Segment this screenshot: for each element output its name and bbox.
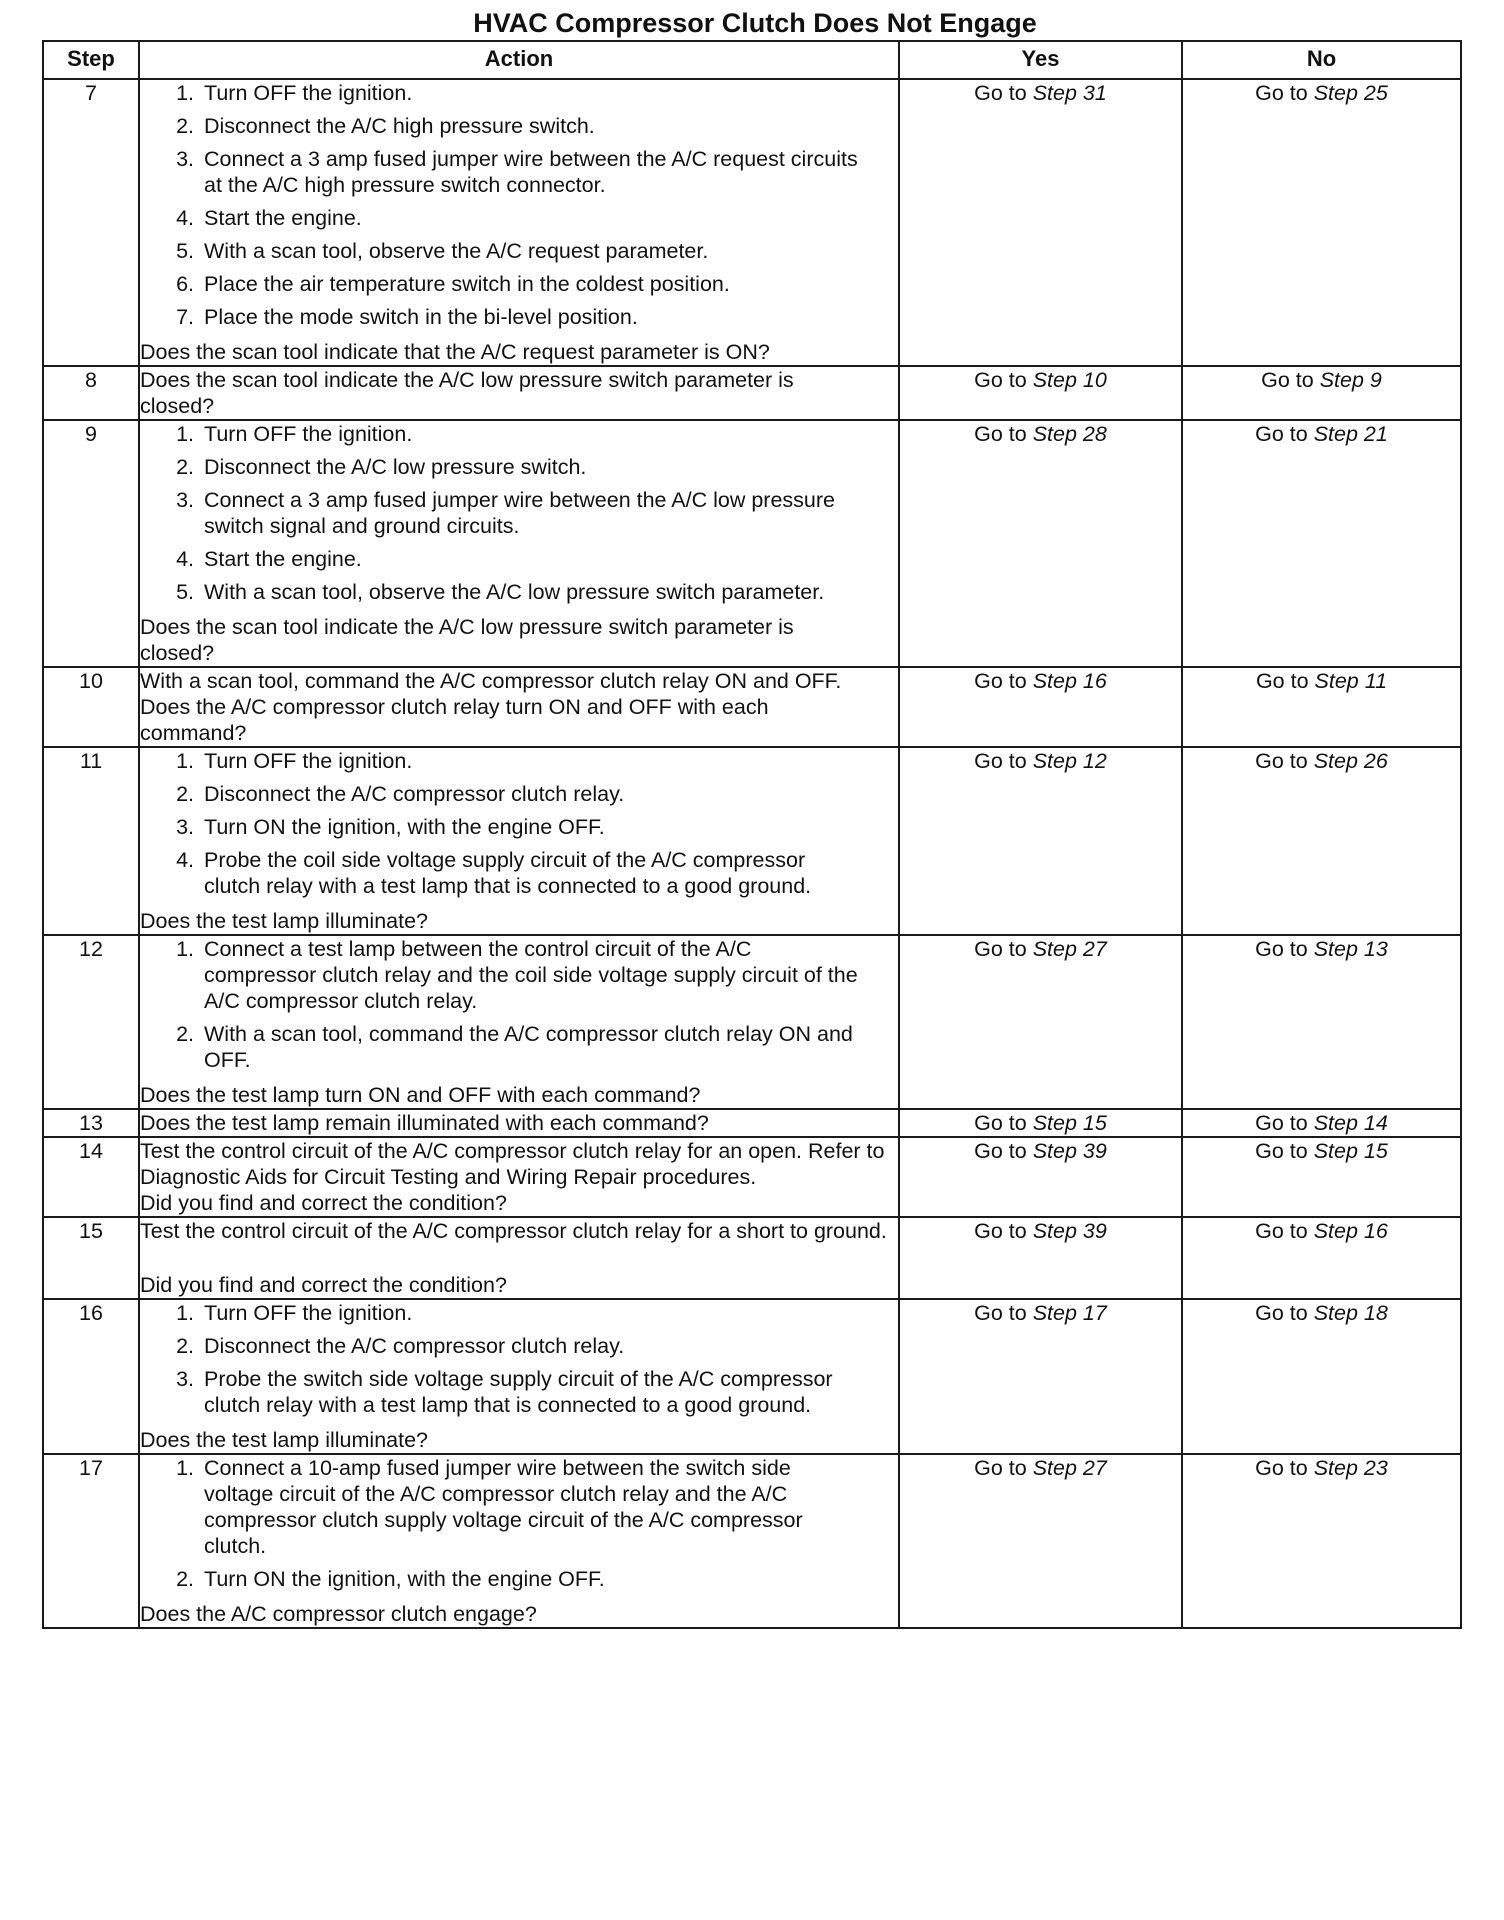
goto-prefix: Go to — [1255, 1219, 1308, 1243]
header-no: No — [1182, 41, 1461, 79]
action-question: Does the scan tool indicate the A/C low pressure switch parameter is closed? — [140, 615, 794, 665]
goto-step-ref: Step 15 — [1313, 1139, 1388, 1163]
goto-step-ref: Step 15 — [1032, 1111, 1107, 1135]
goto-prefix: Go to — [974, 368, 1027, 392]
goto-step-ref: Step 39 — [1032, 1219, 1107, 1243]
goto-no-link — [1256, 669, 1387, 693]
yes-cell — [899, 366, 1182, 420]
goto-prefix: Go to — [974, 1111, 1027, 1135]
yes-cell — [899, 1109, 1182, 1137]
yes-cell — [899, 1217, 1182, 1299]
instruction-item: 2. Disconnect the A/C high pressure switch. — [200, 113, 860, 139]
instruction-item: 1. Connect a test lamp between the control circuit of the A/C compressor clutch relay and the coil side voltage supply circuit of the A/C compressor clutch relay. — [200, 936, 860, 1014]
action-question: Does the test lamp illuminate? — [140, 1428, 429, 1452]
goto-step-ref: Step 27 — [1032, 1456, 1107, 1480]
goto-yes-link — [974, 81, 1107, 105]
step-number: 11 — [43, 747, 139, 935]
table-row — [43, 1109, 1461, 1137]
action-question: Did you find and correct the condition? — [140, 1273, 507, 1297]
step-number: 14 — [43, 1137, 139, 1217]
goto-step-ref: Step 16 — [1032, 669, 1107, 693]
goto-step-ref: Step 12 — [1032, 749, 1107, 773]
action-cell — [139, 935, 899, 1109]
instruction-list — [140, 748, 860, 899]
instruction-item: 7. Place the mode switch in the bi-level position. — [200, 304, 860, 330]
yes-cell — [899, 667, 1182, 747]
goto-prefix: Go to — [974, 937, 1027, 961]
goto-no-link — [1255, 1111, 1388, 1135]
no-cell — [1182, 1299, 1461, 1454]
header-step: Step — [43, 41, 139, 79]
action-question: Does the scan tool indicate that the A/C request parameter is ON? — [140, 340, 770, 364]
goto-step-ref: Step 28 — [1032, 422, 1107, 446]
action-text: Test the control circuit of the A/C compressor clutch relay for an open. Refer to Diagnostic Aids for Circuit Testing and Wiring Repair procedures. — [140, 1139, 885, 1189]
instruction-item: 1. Turn OFF the ignition. — [200, 80, 860, 106]
instruction-item: 3. Turn ON the ignition, with the engine OFF. — [200, 814, 860, 840]
goto-no-link — [1255, 81, 1388, 105]
table-row — [43, 420, 1461, 667]
goto-prefix: Go to — [1255, 1456, 1308, 1480]
goto-yes-link — [974, 1111, 1107, 1135]
instruction-item: 2. Disconnect the A/C compressor clutch relay. — [200, 1333, 860, 1359]
goto-step-ref: Step 9 — [1319, 368, 1382, 392]
goto-no-link — [1255, 1139, 1388, 1163]
goto-prefix: Go to — [974, 1456, 1027, 1480]
instruction-item: 4. Start the engine. — [200, 546, 860, 572]
table-row — [43, 1137, 1461, 1217]
table-body — [43, 79, 1461, 1628]
action-cell — [139, 1109, 899, 1137]
yes-cell — [899, 1137, 1182, 1217]
instruction-list — [140, 936, 860, 1073]
instruction-list — [140, 80, 860, 330]
goto-prefix: Go to — [974, 669, 1027, 693]
yes-cell — [899, 1299, 1182, 1454]
table-row — [43, 747, 1461, 935]
no-cell — [1182, 1217, 1461, 1299]
goto-yes-link — [974, 1301, 1107, 1325]
goto-yes-link — [974, 1139, 1107, 1163]
no-cell — [1182, 935, 1461, 1109]
goto-step-ref: Step 25 — [1313, 81, 1388, 105]
goto-yes-link — [974, 669, 1107, 693]
table-header-row — [43, 41, 1461, 79]
goto-prefix: Go to — [1255, 422, 1308, 446]
instruction-item: 1. Turn OFF the ignition. — [200, 421, 860, 447]
diagnostic-page — [42, 4, 1460, 1629]
no-cell — [1182, 747, 1461, 935]
table-row — [43, 366, 1461, 420]
no-cell — [1182, 667, 1461, 747]
goto-step-ref: Step 11 — [1314, 669, 1388, 693]
instruction-list — [140, 1455, 860, 1592]
step-number: 12 — [43, 935, 139, 1109]
goto-step-ref: Step 39 — [1032, 1139, 1107, 1163]
instruction-item: 2. Disconnect the A/C compressor clutch relay. — [200, 781, 860, 807]
step-number: 17 — [43, 1454, 139, 1628]
instruction-item: 4. Probe the coil side voltage supply circuit of the A/C compressor clutch relay with a test lamp that is connected to a good ground. — [200, 847, 860, 899]
table-row — [43, 1299, 1461, 1454]
table-row — [43, 935, 1461, 1109]
action-text: Test the control circuit of the A/C compressor clutch relay for a short to ground. — [140, 1219, 887, 1243]
instruction-item: 6. Place the air temperature switch in the coldest position. — [200, 271, 860, 297]
goto-prefix: Go to — [1255, 669, 1309, 693]
action-cell — [139, 747, 899, 935]
action-question: Did you find and correct the condition? — [140, 1191, 507, 1215]
goto-no-link — [1261, 368, 1382, 392]
action-cell — [139, 1137, 899, 1217]
action-cell — [139, 420, 899, 667]
goto-prefix: Go to — [974, 422, 1027, 446]
goto-prefix: Go to — [974, 81, 1027, 105]
action-cell — [139, 1217, 899, 1299]
goto-step-ref: Step 26 — [1313, 749, 1388, 773]
goto-prefix: Go to — [1261, 368, 1314, 392]
goto-step-ref: Step 31 — [1032, 81, 1107, 105]
diagnostic-table — [42, 40, 1462, 1629]
instruction-list — [140, 421, 860, 605]
action-question: Does the scan tool indicate the A/C low pressure switch parameter is closed? — [140, 368, 794, 418]
goto-step-ref: Step 27 — [1032, 937, 1107, 961]
instruction-item: 4. Start the engine. — [200, 205, 860, 231]
instruction-item: 5. With a scan tool, observe the A/C request parameter. — [200, 238, 860, 264]
goto-no-link — [1255, 937, 1388, 961]
instruction-item: 3. Probe the switch side voltage supply circuit of the A/C compressor clutch relay with a test lamp that is connected to a good ground. — [200, 1366, 860, 1418]
no-cell — [1182, 420, 1461, 667]
goto-yes-link — [974, 368, 1107, 392]
goto-prefix: Go to — [1255, 749, 1308, 773]
step-number: 15 — [43, 1217, 139, 1299]
action-question: Does the A/C compressor clutch engage? — [140, 1602, 537, 1626]
goto-yes-link — [974, 1219, 1107, 1243]
instruction-item: 5. With a scan tool, observe the A/C low pressure switch parameter. — [200, 579, 860, 605]
yes-cell — [899, 1454, 1182, 1628]
step-number: 13 — [43, 1109, 139, 1137]
goto-yes-link — [974, 1456, 1107, 1480]
yes-cell — [899, 747, 1182, 935]
goto-prefix: Go to — [1255, 1301, 1308, 1325]
table-row — [43, 1454, 1461, 1628]
action-cell — [139, 1299, 899, 1454]
yes-cell — [899, 420, 1182, 667]
goto-no-link — [1255, 1219, 1388, 1243]
page-title: HVAC Compressor Clutch Does Not Engage — [473, 8, 1037, 38]
action-cell — [139, 366, 899, 420]
action-question: Does the test lamp remain illuminated with each command? — [140, 1111, 709, 1135]
goto-yes-link — [974, 749, 1107, 773]
no-cell — [1182, 79, 1461, 366]
goto-prefix: Go to — [974, 1219, 1027, 1243]
goto-step-ref: Step 18 — [1313, 1301, 1388, 1325]
goto-step-ref: Step 23 — [1313, 1456, 1388, 1480]
goto-prefix: Go to — [1255, 1111, 1308, 1135]
goto-prefix: Go to — [974, 1301, 1027, 1325]
goto-yes-link — [974, 937, 1107, 961]
action-cell — [139, 1454, 899, 1628]
no-cell — [1182, 1454, 1461, 1628]
goto-prefix: Go to — [974, 749, 1027, 773]
instruction-item: 2. Turn ON the ignition, with the engine OFF. — [200, 1566, 860, 1592]
goto-step-ref: Step 17 — [1032, 1301, 1107, 1325]
table-row — [43, 79, 1461, 366]
action-text: With a scan tool, command the A/C compressor clutch relay ON and OFF. — [140, 669, 842, 693]
instruction-item: 1. Connect a 10-amp fused jumper wire between the switch side voltage circuit of the A/C compressor clutch relay and the A/C compressor clutch supply voltage circuit of the A/C compressor clutch. — [200, 1455, 860, 1559]
step-number: 9 — [43, 420, 139, 667]
goto-prefix: Go to — [1255, 937, 1308, 961]
instruction-item: 1. Turn OFF the ignition. — [200, 1300, 860, 1326]
instruction-item: 3. Connect a 3 amp fused jumper wire between the A/C request circuits at the A/C high pressure switch connector. — [200, 146, 860, 198]
goto-prefix: Go to — [1255, 1139, 1308, 1163]
goto-yes-link — [974, 422, 1107, 446]
step-number: 8 — [43, 366, 139, 420]
goto-prefix: Go to — [1255, 81, 1308, 105]
instruction-item: 1. Turn OFF the ignition. — [200, 748, 860, 774]
goto-step-ref: Step 13 — [1313, 937, 1388, 961]
step-number: 7 — [43, 79, 139, 366]
action-cell — [139, 667, 899, 747]
step-number: 10 — [43, 667, 139, 747]
goto-no-link — [1255, 1456, 1388, 1480]
header-yes: Yes — [899, 41, 1182, 79]
no-cell — [1182, 1109, 1461, 1137]
no-cell — [1182, 1137, 1461, 1217]
goto-step-ref: Step 10 — [1032, 368, 1107, 392]
goto-step-ref: Step 21 — [1313, 422, 1388, 446]
goto-prefix: Go to — [974, 1139, 1027, 1163]
step-number: 16 — [43, 1299, 139, 1454]
action-cell — [139, 79, 899, 366]
table-row — [43, 667, 1461, 747]
goto-no-link — [1255, 422, 1388, 446]
goto-step-ref: Step 16 — [1313, 1219, 1388, 1243]
instruction-item: 3. Connect a 3 amp fused jumper wire between the A/C low pressure switch signal and ground circuits. — [200, 487, 860, 539]
yes-cell — [899, 79, 1182, 366]
instruction-item: 2. Disconnect the A/C low pressure switch. — [200, 454, 860, 480]
yes-cell — [899, 935, 1182, 1109]
action-question: Does the test lamp illuminate? — [140, 909, 429, 933]
goto-step-ref: Step 14 — [1313, 1111, 1388, 1135]
action-question: Does the test lamp turn ON and OFF with each command? — [140, 1083, 701, 1107]
action-question: Does the A/C compressor clutch relay turn ON and OFF with each command? — [140, 695, 769, 745]
goto-no-link — [1255, 749, 1388, 773]
instruction-item: 2. With a scan tool, command the A/C compressor clutch relay ON and OFF. — [200, 1021, 860, 1073]
no-cell — [1182, 366, 1461, 420]
header-action: Action — [139, 41, 899, 79]
goto-no-link — [1255, 1301, 1388, 1325]
instruction-list — [140, 1300, 860, 1418]
table-row — [43, 1217, 1461, 1299]
